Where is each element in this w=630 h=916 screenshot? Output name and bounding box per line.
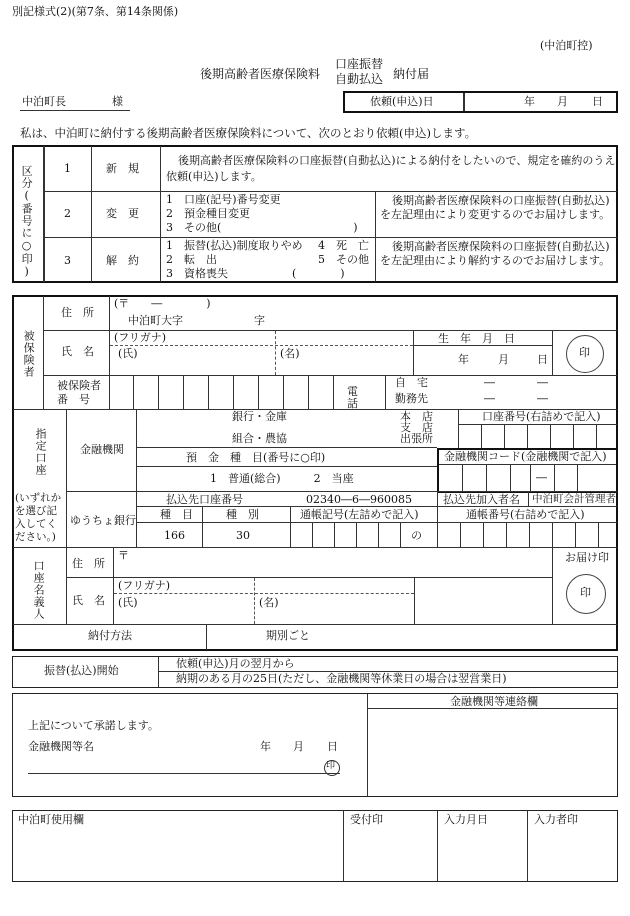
kubun-2-text: 後期高齢者医療保険料の口座振替(自動払込)を左記理由により変更するのでお届けします。 [380, 194, 611, 221]
phone-work-dash-2: ― [537, 392, 548, 405]
kubun-2-no: 2 [64, 207, 71, 220]
phone-work-dash-1: ― [484, 392, 495, 405]
account-no-label: 口座番号(右詰めで記入) [482, 410, 601, 423]
copy-label: (中泊町控) [540, 39, 593, 52]
account-label: 指定口座 [34, 428, 48, 476]
bank-contact-label: 金融機関等連絡欄 [450, 695, 538, 708]
insured-name-label: 氏 名 [61, 345, 94, 358]
request-month: 月 [557, 95, 568, 108]
start-label: 振替(払込)開始 [44, 664, 119, 677]
title-option-1: 口座振替 [335, 57, 384, 71]
kubun-3-reason-3: 3 資格喪失 [166, 267, 228, 280]
insured-birth-label: 生 年 月 日 [438, 332, 515, 345]
kubun-1-no: 1 [64, 162, 71, 175]
birth-day: 日 [537, 353, 548, 366]
ack-seal: 印 [326, 761, 336, 771]
insured-town: 中泊町大字 [128, 314, 183, 327]
kubun-3-reason-6: ( ) [292, 267, 345, 280]
holder-mei: (名) [259, 596, 279, 609]
account-note: (いずれかを選び記入してください。) [15, 492, 62, 543]
deposit-options: 1 普通(総合) 2 当座 [210, 472, 354, 485]
request-day: 日 [592, 95, 603, 108]
bank-name-label: 金融機関等名 [28, 740, 94, 753]
no-char: の [411, 529, 422, 542]
bank-code-dash: ― [536, 471, 547, 484]
kubun-3-reason-4: 4 死 亡 [318, 239, 369, 252]
insured-shi: (氏) [118, 347, 138, 360]
kind-label: 種 目 [160, 508, 193, 521]
kubun-2-name: 変 更 [106, 207, 139, 220]
holder-postal: 〒 [118, 549, 129, 562]
holder-shi: (氏) [118, 596, 138, 609]
bank-label: 金融機関 [80, 443, 124, 456]
office-use-label: 中泊町使用欄 [18, 813, 84, 826]
kubun-1-name: 新 規 [106, 162, 139, 175]
type-label: 種 別 [226, 508, 259, 521]
kind-value: 166 [164, 529, 185, 542]
kubun-3-reason-5: 5 その他 [318, 253, 369, 266]
type-value: 30 [236, 529, 250, 542]
payment-method-value: 期別ごと [266, 629, 310, 642]
request-year: 年 [524, 95, 535, 108]
birth-month: 月 [498, 353, 509, 366]
tsucho-no-label: 通帳番号(右詰めで記入) [466, 508, 585, 521]
payee-no-label: 払込先口座番号 [166, 493, 243, 506]
title-option-2: 自動払込 [335, 72, 384, 86]
phone-home: 自 宅 [395, 376, 428, 389]
insured-aza: 字 [254, 314, 265, 327]
payee-name: 中泊町会計管理者 [532, 493, 616, 505]
kubun-3-text: 後期高齢者医療保険料の口座振替(自動払込)を左記理由により解約するのでお届けします。 [380, 240, 611, 267]
ack-day: 日 [327, 740, 338, 753]
insured-mei: (名) [280, 347, 300, 360]
yucho-label: ゆうちょ銀行 [70, 514, 136, 527]
kubun-2-reason-1: 1 口座(記号)番号変更 [166, 193, 281, 206]
phone-work: 勤務先 [395, 392, 428, 405]
addressee: 中泊町長 [22, 95, 66, 108]
insured-address-label: 住 所 [61, 306, 94, 319]
holder-todoke-label: お届け印 [565, 551, 609, 564]
inputter-label: 入力者印 [534, 813, 578, 826]
kubun-label: 区分(番号に○印) [20, 165, 34, 279]
payment-method-label: 納付方法 [88, 629, 132, 642]
holder-name-label: 氏 名 [72, 594, 105, 607]
bank-types: 銀行・金庫 [232, 410, 287, 423]
insured-furigana: (フリガナ) [114, 331, 167, 344]
bank-types-2: 組合・農協 [232, 432, 287, 445]
phone-home-dash-1: ― [484, 376, 495, 389]
start-option-2: 納期のある月の25日(ただし、金融機関等休業日の場合は翌営業日) [176, 672, 507, 685]
holder-seal: 印 [580, 586, 591, 599]
insured-postal: (〒 ― ) [114, 297, 211, 310]
birth-year: 年 [458, 353, 469, 366]
ack-year: 年 [260, 740, 271, 753]
payee-no: 02340―6―960085 [306, 493, 412, 506]
form-reference: 別記様式(2)(第7条、第14条関係) [12, 5, 179, 18]
branch-1: 本 店 [400, 410, 433, 423]
branch-3: 出張所 [400, 432, 433, 445]
holder-furigana: (フリガナ) [118, 579, 171, 592]
ack-text: 上記について承諾します。 [28, 719, 159, 732]
holder-address-label: 住 所 [72, 557, 105, 570]
ack-month: 月 [293, 740, 304, 753]
payee-name-label: 払込先加入者名 [443, 493, 520, 506]
intro-text: 私は、中泊町に納付する後期高齢者医療保険料について、次のとおり依頼(申込)します。 [20, 126, 477, 140]
phone-home-dash-2: ― [537, 376, 548, 389]
kubun-2-reason-3: 3 その他( ) [166, 221, 358, 234]
insured-number-label: 被保険者番 号 [57, 379, 101, 406]
kubun-2-reason-2: 2 預金種目変更 [166, 207, 250, 220]
phone-label: 電 話 [347, 385, 369, 410]
insured-label: 被保険者 [22, 330, 36, 378]
input-date-label: 入力月日 [444, 813, 488, 826]
addressee-sama: 様 [112, 95, 123, 108]
holder-label: 口座名義人 [32, 560, 46, 620]
tsucho-mark-label: 通帳記号(左詰めで記入) [300, 508, 419, 521]
request-date-label: 依頼(申込)日 [370, 95, 434, 108]
title-left: 後期高齢者医療保険料 [200, 67, 321, 81]
kubun-3-name: 解 約 [106, 254, 139, 267]
bank-code-label: 金融機関コード(金融機関で記入) [444, 450, 607, 463]
kubun-3-reason-1: 1 振替(払込)制度取りやめ [166, 239, 303, 252]
kubun-1-text: 後期高齢者医療保険料の口座振替(自動払込)による納付をしたいので、規定を確約のうえ依頼(申込)します。 [166, 154, 616, 183]
start-option-1: 依頼(申込)月の翌月から [176, 657, 295, 670]
branch-2: 支 店 [400, 421, 433, 434]
insured-seal: 印 [579, 346, 590, 359]
received-label: 受付印 [350, 813, 383, 826]
kubun-3-no: 3 [64, 254, 71, 267]
kubun-3-reason-2: 2 転 出 [166, 253, 217, 266]
title-right: 納付届 [393, 67, 430, 81]
deposit-label: 預 金 種 目(番号に○印) [186, 451, 326, 464]
